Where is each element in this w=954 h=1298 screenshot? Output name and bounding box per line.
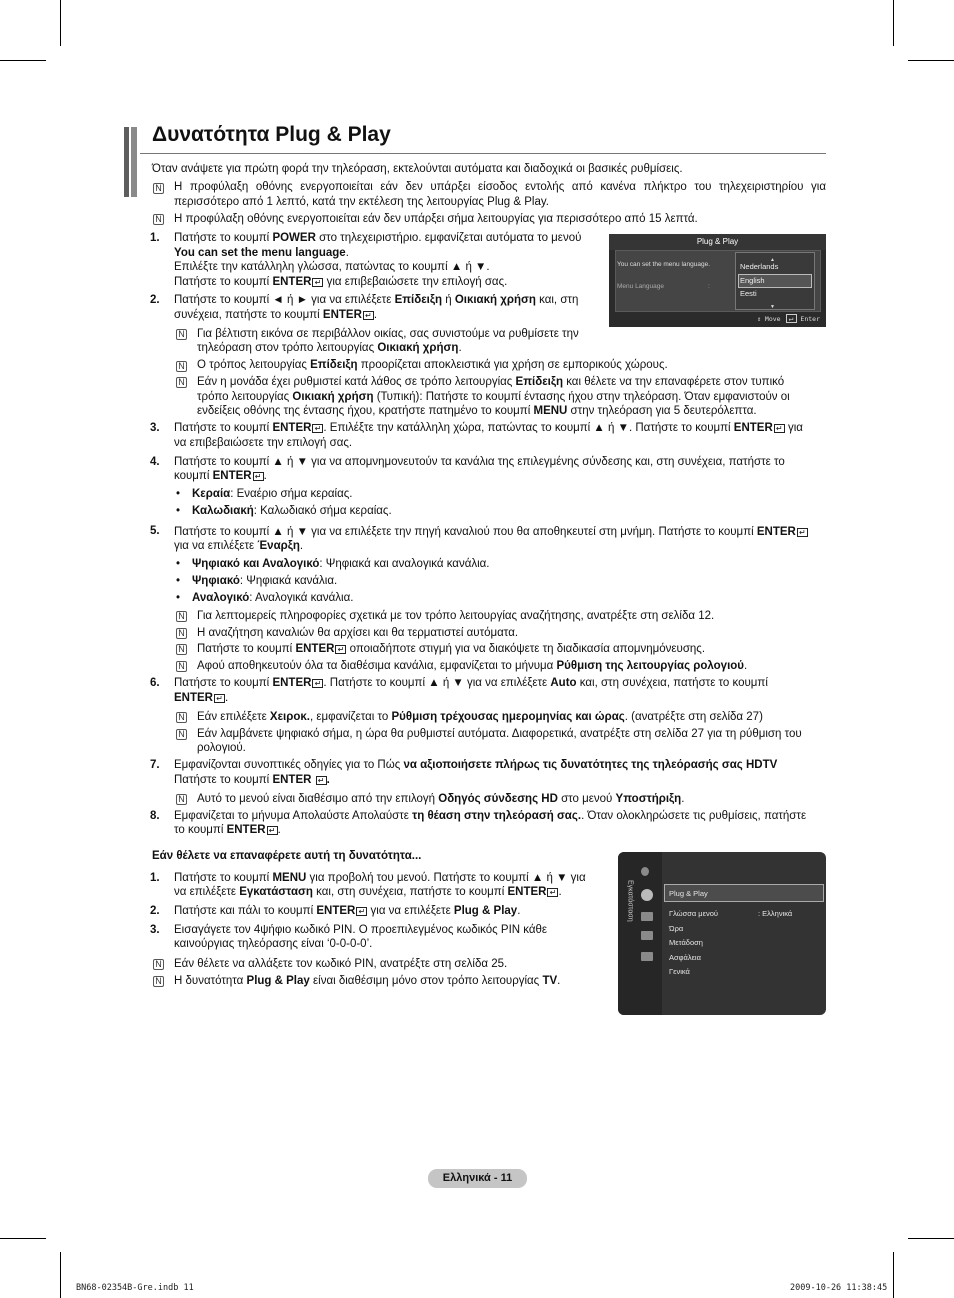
text-run: για να επιλέξετε xyxy=(174,540,258,552)
step-text xyxy=(174,773,330,788)
label-colon: : xyxy=(708,283,710,290)
enter-icon: ↵ xyxy=(312,424,323,433)
text-run: Επίδειξη xyxy=(515,376,563,388)
text-run: ENTER xyxy=(322,309,362,321)
step-number: 3. xyxy=(150,924,160,936)
text-run: . xyxy=(458,342,462,354)
text-run: Plug & Play xyxy=(246,975,310,987)
title-bar-decoration xyxy=(124,127,129,197)
text-run: Πατήστε το κουμπί xyxy=(174,677,273,689)
text-run: ENTER xyxy=(272,774,312,786)
language-option[interactable]: English xyxy=(740,276,765,285)
plug-and-play-screen xyxy=(609,234,826,327)
note-text: Για λεπτομερείς πληροφορίες σχετικά με τον τρόπο λειτουργίας αναζήτησης, ανατρέξτε στη σελίδα 12. xyxy=(197,610,715,622)
step-text xyxy=(174,691,228,706)
language-list[interactable] xyxy=(735,252,815,310)
step-text xyxy=(174,231,581,246)
enter-icon: ↵ xyxy=(316,776,327,785)
bullet-text xyxy=(192,591,353,606)
text-run: να αξιοποιήσετε πλήρως τις δυνατότητες της τηλεόρασής σας HDTV xyxy=(403,759,778,771)
text-run: και, στη συνέχεια, πατήστε το κουμπί xyxy=(312,886,508,898)
page-title: Δυνατότητα Plug & Play xyxy=(152,123,391,146)
note-text xyxy=(197,642,705,657)
sound-icon xyxy=(641,912,653,921)
text-run: Εμφανίζονται συνοπτικές οδηγίες για το Πώς xyxy=(174,759,404,771)
text-run: ENTER xyxy=(316,905,356,917)
note-text xyxy=(197,404,757,419)
enter-icon: ↵ xyxy=(214,694,225,703)
step-number: 1. xyxy=(150,232,160,244)
setup-menu-screen xyxy=(618,852,826,1015)
title-divider xyxy=(140,153,826,154)
enter-icon: ↵ xyxy=(797,528,808,537)
text-run: Χειροκ. xyxy=(269,711,310,723)
text-run: τρόπο λειτουργίας xyxy=(197,391,293,403)
note-text: Εάν θέλετε να αλλάξετε τον κωδικό PIN, ανατρέξτε στη σελίδα 25. xyxy=(174,958,508,970)
crop-mark xyxy=(908,1238,954,1239)
text-run: στην τηλεόραση για 5 δευτερόλεπτα. xyxy=(567,405,757,417)
menu-item[interactable]: Ασφάλεια xyxy=(669,953,701,962)
note-text xyxy=(197,390,790,405)
menu-item[interactable]: Μετάδοση xyxy=(669,938,703,947)
text-run: TV xyxy=(542,975,558,987)
text-run: και, στη xyxy=(535,294,579,306)
enter-label: Enter xyxy=(800,315,820,323)
text-run: POWER xyxy=(272,232,316,244)
text-run: και θέλετε να την επαναφέρετε στον τυπικό xyxy=(563,376,785,388)
text-run: . xyxy=(299,540,304,552)
text-run: Πατήστε και πάλι το κουμπί xyxy=(174,905,317,917)
text-run: Πατήστε το κουμπί ▲ ή ▼ για να επιλέξετε την πηγή καναλιού που θα αποθηκευτεί στη μνήμη. Πατήστε το κουμπί xyxy=(174,526,757,538)
text-run: . xyxy=(517,905,521,917)
intro-text: Όταν ανάψετε για πρώτη φορά την τηλεόραση, εκτελούνται αυτόματα και διαδοχικά οι βασικές ρυθμίσεις. xyxy=(152,163,683,175)
step-text: Επιλέξτε την κατάλληλη γλώσσα, πατώντας το κουμπί ▲ ή ▼. xyxy=(174,261,490,273)
menu-item[interactable]: Γλώσσα μενού xyxy=(669,909,718,918)
note-text xyxy=(174,974,560,989)
text-run: Πατήστε το κουμπί ◄ ή ► για να επιλέξετε xyxy=(174,294,395,306)
text-run: Ρύθμιση τρέχουσας ημερομηνίας και ώρας xyxy=(391,711,625,723)
step-text xyxy=(174,676,768,691)
note-icon: N xyxy=(176,644,187,655)
text-run: να επιλέξετε xyxy=(174,886,240,898)
text-run: ENTER xyxy=(756,526,796,538)
note-text: Η προφύλαξη οθόνης ενεργοποιείται εάν δεν υπάρξει σήμα λειτουργίας για περισσότερο από 15 λεπτά. xyxy=(174,213,698,225)
bullet: • xyxy=(176,592,181,604)
text-run: . xyxy=(557,975,561,987)
screen-footer xyxy=(757,314,820,324)
text-run: ENTER xyxy=(295,643,335,655)
bullet: • xyxy=(176,488,181,500)
step-text xyxy=(174,809,806,824)
enter-icon: ↵ xyxy=(312,278,323,287)
menu-item[interactable]: Γενικά xyxy=(669,967,690,976)
note-icon: N xyxy=(153,214,164,225)
text-run: ENTER xyxy=(272,276,312,288)
step-number: 5. xyxy=(150,525,160,537)
note-text: Η αναζήτηση καναλιών θα αρχίσει και θα τερματιστεί αυτόματα. xyxy=(197,627,519,639)
text-run: για xyxy=(784,422,803,434)
crop-mark xyxy=(893,0,894,46)
step-text: Πατήστε το κουμπί ▲ ή ▼ για να απομνημονευτούν τα κανάλια της επιλεγμένης σύνδεσης και, στη συνέχεια, πατήστε το xyxy=(174,456,785,468)
step-text: να επιβεβαιώσετε την επιλογή σας. xyxy=(174,437,353,449)
note-icon: N xyxy=(176,794,187,805)
text-run: Αναλογικό xyxy=(192,592,250,604)
step-text xyxy=(174,421,803,436)
crop-mark xyxy=(60,1252,61,1298)
text-run: : Καλωδιακό σήμα κεραίας. xyxy=(253,505,392,517)
text-run: . xyxy=(326,774,330,786)
step-number: 2. xyxy=(150,294,160,306)
text-run: . Επιλέξτε την κατάλληλη χώρα, πατώντας το κουμπί ▲ ή ▼. Πατήστε το κουμπί xyxy=(323,422,734,434)
menu-item-plug-and-play[interactable]: Plug & Play xyxy=(669,889,708,898)
text-run: τηλεόραση στον τρόπο λειτουργίας xyxy=(197,342,378,354)
note-text xyxy=(197,659,747,674)
bullet-text xyxy=(192,574,337,589)
bullet: • xyxy=(176,505,181,517)
text-run: ENTER xyxy=(272,677,312,689)
text-run: . xyxy=(558,886,562,898)
text-run: ENTER xyxy=(733,422,773,434)
note-icon: N xyxy=(153,959,164,970)
menu-language-label: Menu Language xyxy=(617,283,664,290)
bullet: • xyxy=(176,558,181,570)
text-run: . xyxy=(373,309,378,321)
text-run: το κουμπί xyxy=(174,824,227,836)
text-run: Οικιακή χρήση xyxy=(377,342,459,354)
text-run: MENU xyxy=(533,405,568,417)
enter-icon: ↵ xyxy=(363,311,374,320)
text-run: Πατήστε το κουμπί xyxy=(197,643,296,655)
note-icon: N xyxy=(176,377,187,388)
menu-item-value: : Ελληνικά xyxy=(758,909,793,918)
enter-icon: ↵ xyxy=(547,888,558,897)
text-run: Πατήστε το κουμπί xyxy=(174,422,273,434)
step-text xyxy=(174,539,303,554)
text-run: . Πατήστε το κουμπί ▲ ή ▼ για να επιλέξετε xyxy=(323,677,551,689)
step-text xyxy=(174,293,578,308)
text-run: (Τυπική): Πατήστε το κουμπί έντασης ήχου στην τηλεόραση. Όταν εμφανιστούν οι xyxy=(373,391,790,403)
text-run: ENTER xyxy=(174,692,213,704)
enter-icon: ↵ xyxy=(774,424,785,433)
text-run: Πατήστε το κουμπί xyxy=(174,774,273,786)
step-number: 8. xyxy=(150,810,160,822)
text-run: τη θέαση στην τηλεόρασή σας. xyxy=(412,810,582,822)
text-run: : Ψηφιακά κανάλια. xyxy=(239,575,338,587)
step-text xyxy=(174,525,808,540)
note-text: Για βέλτιστη εικόνα σε περιβάλλον οικίας, σας συνιστούμε να ρυθμίσετε την xyxy=(197,328,579,340)
text-run: Αφού αποθηκευτούν όλα τα διαθέσιμα κανάλια, εμφανίζεται το μήνυμα xyxy=(197,660,557,672)
text-run: για προβολή του μενού. Πατήστε το κουμπί ▲ ή ▼ για xyxy=(306,872,586,884)
note-text xyxy=(197,375,784,390)
text-run: Εάν η μονάδα έχει ρυθμιστεί κατά λάθος σε τρόπο λειτουργίας xyxy=(197,376,516,388)
note-text xyxy=(197,792,684,807)
note-text: ρολογιού. xyxy=(197,742,246,754)
text-run: . xyxy=(345,247,349,259)
crop-mark xyxy=(60,0,61,46)
crop-mark xyxy=(908,60,954,61)
text-run: Επίδειξη xyxy=(310,359,358,371)
move-label: Move xyxy=(764,315,781,323)
text-run: κουμπί xyxy=(174,470,213,482)
move-icon: ⇕ xyxy=(757,315,761,323)
bullet-text xyxy=(192,557,490,572)
text-run: , εμφανίζεται το xyxy=(309,711,392,723)
note-icon: N xyxy=(176,611,187,622)
screen-title: Plug & Play xyxy=(609,234,826,250)
text-run: Έναρξη xyxy=(257,540,300,552)
bullet-text xyxy=(192,504,392,519)
step-text: Εισαγάγετε τον 4ψήφιο κωδικό PIN. Ο προεπιλεγμένος κωδικός PIN κάθε xyxy=(174,924,548,936)
text-run: Εάν επιλέξετε xyxy=(197,711,270,723)
text-run: . xyxy=(744,660,748,672)
text-run: Πατήστε το κουμπί xyxy=(174,232,273,244)
enter-icon: ↵ xyxy=(335,645,346,654)
step-number: 3. xyxy=(150,422,160,434)
text-run: ENTER xyxy=(272,422,312,434)
text-run: Εμφανίζεται το μήνυμα Απολαύστε Απολαύστε xyxy=(174,810,413,822)
text-run: Καλωδιακή xyxy=(192,505,254,517)
language-panel xyxy=(615,250,821,312)
text-run: Πατήστε το κουμπί xyxy=(174,872,273,884)
text-run: Οικιακή χρήση xyxy=(454,294,536,306)
input-icon xyxy=(641,931,653,940)
enter-icon: ↵ xyxy=(253,472,264,481)
step-text xyxy=(174,885,562,900)
text-run: Οδηγός σύνδεσης HD xyxy=(438,793,558,805)
step-number: 4. xyxy=(150,456,160,468)
text-run: Η δυνατότητα xyxy=(174,975,247,987)
text-run: . xyxy=(681,793,685,805)
title-bar-decoration xyxy=(131,127,137,197)
text-run: MENU xyxy=(272,872,307,884)
text-run: Αυτό το μενού είναι διαθέσιμο από την επιλογή xyxy=(197,793,439,805)
note-icon: N xyxy=(176,729,187,740)
text-run: : Αναλογικά κανάλια. xyxy=(249,592,354,604)
support-icon xyxy=(641,952,653,961)
note-text xyxy=(174,180,826,195)
text-run: στο μενού xyxy=(557,793,616,805)
step-text xyxy=(174,823,281,838)
step-text xyxy=(174,904,520,919)
note-text xyxy=(197,358,668,373)
note-icon: N xyxy=(153,183,164,194)
note-icon: N xyxy=(176,329,187,340)
text-run: συνέχεια, πατήστε το κουμπί xyxy=(174,309,323,321)
text-run: Plug & Play xyxy=(453,905,518,917)
enter-icon: ↵ xyxy=(786,314,797,323)
note-icon: N xyxy=(176,712,187,723)
bullet: • xyxy=(176,575,181,587)
text-run: ENTER xyxy=(226,824,266,836)
step-text xyxy=(174,758,777,773)
enter-icon: ↵ xyxy=(312,679,323,688)
enter-icon: ↵ xyxy=(267,826,278,835)
text-run: οποιαδήποτε στιγμή για να διακόψετε τη διαδικασία απομνημόνευσης. xyxy=(346,643,706,655)
down-arrow-icon: ▼ xyxy=(770,304,775,310)
text-run: You can set the menu language xyxy=(174,247,346,259)
text-run: Ο τρόπος λειτουργίας xyxy=(197,359,311,371)
step-text: καινούργιας τηλεόρασης είναι ‘0-0-0-0’. xyxy=(174,938,373,950)
menu-sidebar xyxy=(618,852,662,1015)
text-run: . (ανατρέξτε στη σελίδα 27) xyxy=(624,711,763,723)
text-run: Auto xyxy=(550,677,577,689)
note-text: Εάν λαμβάνετε ψηφιακό σήμα, η ώρα θα ρυθμιστεί αυτόματα. Διαφορετικά, ανατρέξτε στη σελίδα 27 για τη ρύθμιση του xyxy=(197,728,802,740)
text-run: : Ψηφιακά και αναλογικά κανάλια. xyxy=(319,558,490,570)
setup-gear-icon xyxy=(641,889,653,901)
step-text xyxy=(174,275,507,290)
text-run: για επιβεβαιώσετε την επιλογή σας. xyxy=(323,276,508,288)
text-run: : Εναέριο σήμα κεραίας. xyxy=(230,488,353,500)
text-run: Κεραία xyxy=(192,488,231,500)
language-option[interactable]: Eesti xyxy=(740,289,757,298)
step-number: 6. xyxy=(150,677,160,689)
step-number: 2. xyxy=(150,905,160,917)
note-icon: N xyxy=(176,628,187,639)
note-text xyxy=(197,710,763,725)
page-number-pill: Ελληνικά - 11 xyxy=(428,1169,527,1188)
text-run: ENTER xyxy=(212,470,252,482)
crop-mark xyxy=(0,60,46,61)
text-run: Οικιακή χρήση xyxy=(292,391,374,403)
crop-mark xyxy=(0,1238,46,1239)
note-text xyxy=(197,341,462,356)
text-run: ENTER xyxy=(507,886,547,898)
note-icon: N xyxy=(176,661,187,672)
crop-mark xyxy=(893,1252,894,1298)
sidebar-title: Εγκατάσταση xyxy=(626,880,634,922)
language-option[interactable]: Nederlands xyxy=(740,262,779,271)
text-run: Ρύθμιση της λειτουργίας ρολογιού xyxy=(556,660,744,672)
note-line: Η προφύλαξη οθόνης ενεργοποιείται εάν δεν υπάρξει είσοδος εντολής από κανένα πλήκτρο του τηλεχειριστηρίου για xyxy=(174,181,826,193)
text-run: Πατήστε το κουμπί xyxy=(174,276,273,288)
text-run: ενδείξεις οθόνης της έντασης ήχου, κρατήστε πατημένο το κουμπί xyxy=(197,405,534,417)
text-run: στο τηλεχειριστήριο. εμφανίζεται αυτόματα το μενού xyxy=(315,232,582,244)
step-number: 1. xyxy=(150,872,160,884)
note-icon: N xyxy=(176,361,187,372)
text-run: Υποστήριξη xyxy=(615,793,682,805)
text-run: . xyxy=(263,470,267,482)
section-heading: Εάν θέλετε να επαναφέρετε αυτή τη δυνατότητα... xyxy=(152,850,422,862)
text-run: προορίζεται αποκλειστικά για χρήση σε εμπορικούς χώρους. xyxy=(357,359,668,371)
text-run: είναι διαθέσιμη μόνο στον τρόπο λειτουργίας xyxy=(309,975,543,987)
text-run: Εγκατάσταση xyxy=(239,886,313,898)
step-text xyxy=(174,469,267,484)
menu-item[interactable]: Ώρα xyxy=(669,924,684,933)
enter-icon: ↵ xyxy=(356,907,367,916)
bullet-text xyxy=(192,487,352,502)
text-run: . xyxy=(224,692,229,704)
note-icon: N xyxy=(153,976,164,987)
text-run: Ψηφιακό xyxy=(192,575,240,587)
step-text xyxy=(174,871,586,886)
step-text xyxy=(174,246,349,261)
picture-icon xyxy=(641,867,649,876)
text-run: για να επιλέξετε xyxy=(367,905,454,917)
footer-file: BN68-02354B-Gre.indb 11 xyxy=(76,1283,194,1293)
footer-timestamp: 2009-10-26 11:38:45 xyxy=(790,1283,888,1293)
text-run: ή xyxy=(442,294,455,306)
step-text xyxy=(174,308,377,323)
text-run: και, στη συνέχεια, πατήστε το κουμπί xyxy=(576,677,768,689)
screen-prompt: You can set the menu language. xyxy=(617,261,710,268)
step-number: 7. xyxy=(150,759,160,771)
up-arrow-icon: ▲ xyxy=(770,257,775,263)
text-run: . xyxy=(277,824,281,836)
text-run: Επίδειξη xyxy=(394,294,443,306)
note-text: περισσότερο από 1 λεπτό, κατά την εκτέλεση της λειτουργίας Plug & Play. xyxy=(174,196,549,208)
text-run: Ψηφιακό και Αναλογικό xyxy=(192,558,320,570)
text-run: . Όταν ολοκληρώσετε τις ρυθμίσεις, πατήστε xyxy=(581,810,807,822)
